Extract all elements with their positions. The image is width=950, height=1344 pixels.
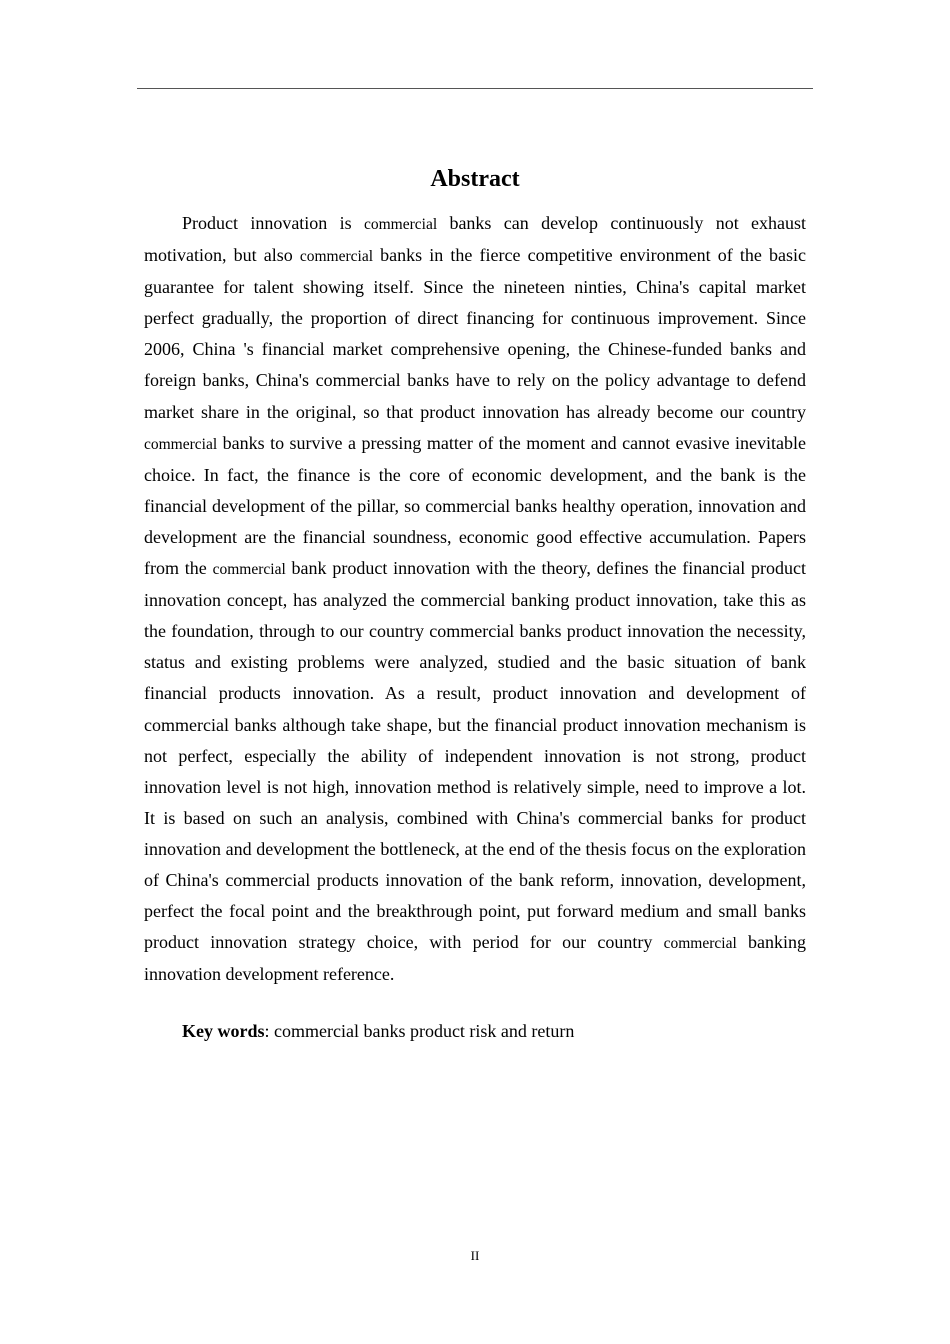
abstract-paragraph	[144, 208, 806, 990]
abstract-text-segment: bank product innovation with the theory, defines the financial product innovation concept, has analyzed the commercial banking product innovation, take this as the foundation, through to our country commercial banks product innovation the necessity, status and existing problems were analyzed, studied and the basic situation of bank financial products innovation. As a result, product innovation and development of commercial banks although take shape, but the financial product innovation mechanism is not perfect, especially the ability of independent innovation is not strong, product innovation level is not high, innovation method is relatively simple, need to improve a lot. It is based on such an analysis, combined with China's commercial banks for product innovation and development the bottleneck, at the end of the thesis focus on the exploration of China's commercial products innovation of the bank reform, innovation, development, perfect the focal point and the breakthrough point, put forward medium and small banks product innovation strategy choice, with period for our country	[144, 558, 806, 953]
keywords-text: : commercial banks product risk and return	[264, 1021, 575, 1041]
abstract-text-segment: banks in the fierce competitive environment of the basic guarantee for talent showing itself. Since the nineteen ninties, China's capital market perfect gradually, the proportion of direct financing for continuous improvement. Since 2006, China 's financial market comprehensive opening, the Chinese-funded banks and foreign banks, China's commercial banks have to rely on the policy advantage to defend market share in the original, so that product innovation has already become our country	[144, 245, 807, 422]
abstract-text-segment: banks to survive a pressing matter of the moment and cannot evasive inevitable choice. In fact, the finance is the core of economic development, and the bank is the financial development of the pillar, so commercial banks healthy operation, innovation and development are the financial soundness, economic good effective accumulation. Papers from the	[144, 432, 806, 579]
abstract-text-segment-small: commercial	[212, 561, 286, 579]
page-number: II	[470, 1248, 480, 1263]
abstract-text-segment-small: commercial	[144, 435, 218, 453]
keywords-label: Key words	[182, 1021, 265, 1041]
abstract-text-segment: banks can develop continuously not exhaust motivation, but also	[144, 213, 806, 266]
abstract-text-segment: banking innovation development reference.	[144, 932, 806, 985]
abstract-text-segment: Product innovation is	[182, 213, 364, 233]
abstract-text-segment-small: commercial	[299, 248, 374, 266]
abstract-text-segment-small: commercial	[363, 216, 438, 233]
keywords-line	[144, 1016, 806, 1047]
abstract-title: Abstract	[430, 166, 520, 192]
abstract-text-segment-small: commercial	[663, 935, 737, 953]
header-rule	[137, 88, 813, 89]
